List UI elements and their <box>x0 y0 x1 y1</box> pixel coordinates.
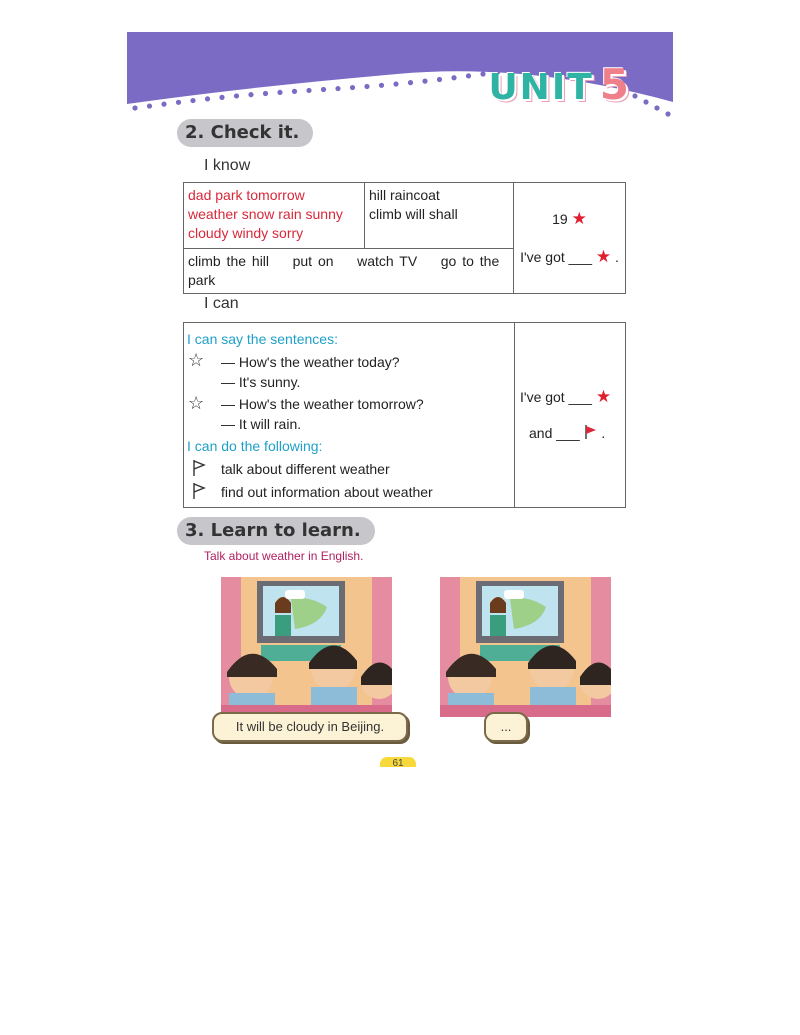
phrase: climb the hill <box>188 253 270 269</box>
phrase: put on <box>292 253 334 269</box>
i-can-label: I can <box>204 295 239 312</box>
learn-to-learn-heading: 3. Learn to learn. <box>177 517 375 545</box>
task-item: find out information about weather <box>221 484 433 500</box>
textbook-page <box>127 32 673 767</box>
banner-dot <box>422 79 427 84</box>
i-can-score <box>515 323 625 507</box>
speech-bubble-2: ... <box>484 712 528 742</box>
banner-dot <box>632 93 637 98</box>
banner-dot <box>234 93 239 98</box>
banner-dot <box>654 105 659 110</box>
i-know-label: I know <box>204 157 251 174</box>
banner-dot <box>393 81 398 86</box>
outline-star-icon: ☆ <box>188 393 205 413</box>
got-text: I've got ___ <box>520 389 592 405</box>
phrase: watch TV <box>357 253 418 269</box>
vocab-line: hill raincoat <box>369 187 440 203</box>
and-text: and ___ <box>529 425 580 441</box>
banner-dot <box>132 105 137 110</box>
banner-dot <box>437 77 442 82</box>
banner-dot <box>190 98 195 103</box>
period: . <box>615 249 619 265</box>
banner-dot <box>451 75 456 80</box>
unit-title: UNIT 5 <box>488 60 631 109</box>
banner-dot <box>248 92 253 97</box>
banner-dot <box>335 86 340 91</box>
sentence: — How's the weather today? <box>221 354 400 370</box>
banner-dot <box>466 73 471 78</box>
banner-dot <box>263 91 268 96</box>
banner-dot <box>219 95 224 100</box>
sentence: — It's sunny. <box>221 374 301 390</box>
black-vocab-cell <box>365 183 514 249</box>
got-text: I've got ___ <box>520 249 593 265</box>
banner-dot <box>161 102 166 107</box>
phrase: go to the park <box>188 253 500 288</box>
banner-dot <box>277 90 282 95</box>
banner-dot <box>379 83 384 88</box>
banner-dot <box>408 80 413 85</box>
vocab-line: weather snow rain sunny <box>188 206 343 222</box>
banner-dot <box>205 96 210 101</box>
banner-dot <box>350 85 355 90</box>
banner-dot <box>665 111 670 116</box>
red-flag-icon <box>584 424 598 440</box>
banner-dot <box>643 99 648 104</box>
red-star-icon: ★ <box>595 247 612 266</box>
phrases-cell <box>184 249 514 294</box>
score-value: 19 <box>552 211 568 227</box>
sentence: — It will rain. <box>221 416 302 432</box>
sentence: — How's the weather tomorrow? <box>221 396 424 412</box>
banner-dot <box>292 89 297 94</box>
check-it-heading: 2. Check it. <box>177 119 313 147</box>
say-sentences-title: I can say the sentences: <box>187 331 338 347</box>
banner-dot <box>480 71 485 76</box>
outline-star-icon: ☆ <box>188 350 205 370</box>
banner-dot <box>147 103 152 108</box>
red-vocab-cell <box>184 183 365 249</box>
vocab-line: climb will shall <box>369 206 458 222</box>
do-following-title: I can do the following: <box>187 438 323 454</box>
outline-flag-icon <box>192 482 206 500</box>
vocab-line: cloudy windy sorry <box>188 225 304 241</box>
speech-bubble-1: It will be cloudy in Beijing. <box>212 712 408 742</box>
red-star-icon: ★ <box>595 387 612 406</box>
i-can-box <box>183 322 626 508</box>
vocab-line: dad park tomorrow <box>188 187 305 203</box>
banner-dot <box>321 87 326 92</box>
vocabulary-table <box>183 182 626 294</box>
banner-dot <box>364 84 369 89</box>
period: . <box>601 425 606 441</box>
i-can-list <box>184 323 515 507</box>
illustration-classroom-2 <box>440 577 611 717</box>
page-number: 61 <box>380 757 416 767</box>
instruction-text: Talk about weather in English. <box>204 549 364 563</box>
banner-dot <box>176 100 181 105</box>
task-item: talk about different weather <box>221 461 390 477</box>
illustration-classroom-1 <box>221 577 392 717</box>
outline-flag-icon <box>192 459 206 477</box>
score-cell <box>514 183 626 294</box>
banner-dot <box>306 88 311 93</box>
red-star-icon: ★ <box>571 209 587 228</box>
